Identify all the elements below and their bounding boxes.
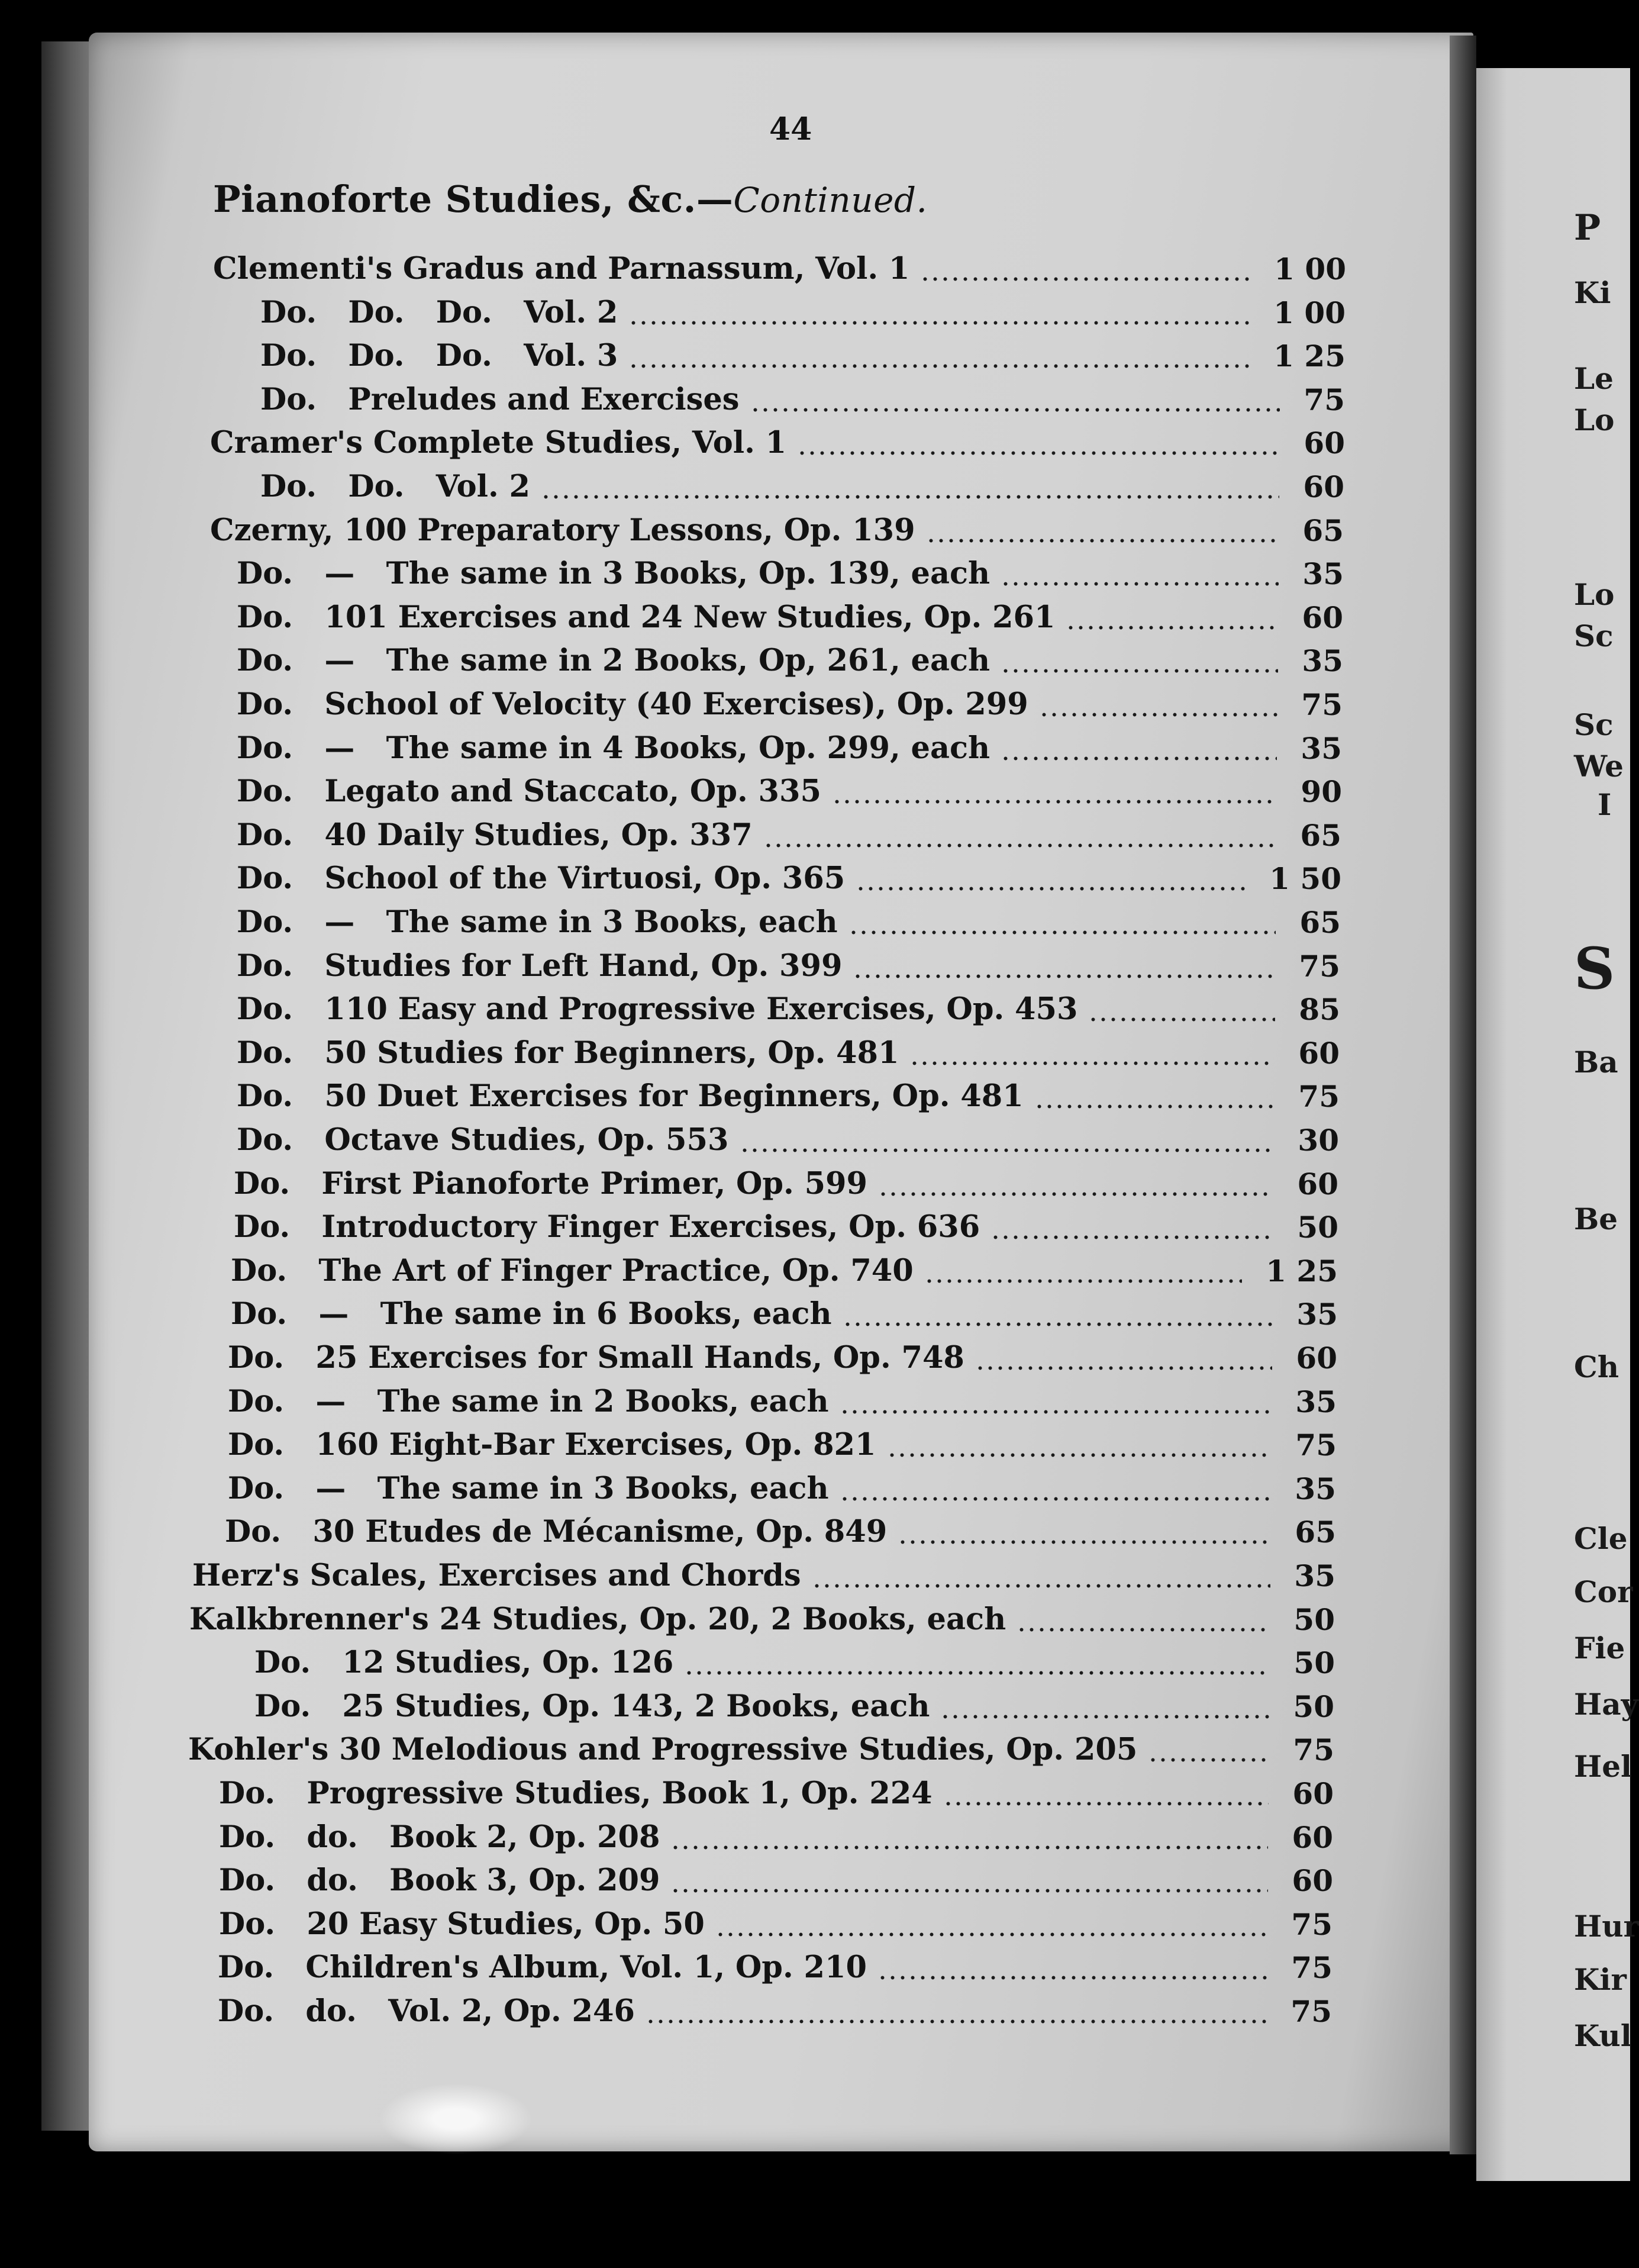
item-price: 60 — [1303, 469, 1344, 504]
facing-page-fragment: Lo — [1574, 402, 1615, 437]
item-price: 35 — [1295, 1471, 1336, 1506]
facing-page-fragment: Ch — [1574, 1349, 1619, 1384]
item-price: 75 — [1295, 1428, 1337, 1462]
catalog-row — [0, 1293, 1420, 1336]
dot-leader — [684, 1670, 1270, 1676]
item-price: 75 — [1291, 1907, 1333, 1942]
catalog-row — [0, 1423, 1420, 1467]
catalog-row — [0, 334, 1420, 378]
item-price: 1 25 — [1266, 1254, 1338, 1288]
facing-page-fragment: Hay — [1574, 1687, 1638, 1722]
item-price: 75 — [1291, 1950, 1333, 1985]
item-price: 35 — [1294, 1558, 1335, 1593]
catalog-row — [0, 639, 1420, 682]
item-title: Do. — The same in 4 Books, Op. 299, each — [237, 730, 991, 766]
dot-leader — [1001, 756, 1277, 761]
catalog-row — [0, 291, 1420, 334]
catalog-row — [0, 1641, 1420, 1684]
item-price: 1 25 — [1273, 339, 1346, 373]
facing-page-fragment: P — [1574, 207, 1601, 249]
item-price: 35 — [1302, 556, 1344, 591]
item-title: Do. 12 Studies, Op. 126 — [254, 1645, 674, 1680]
item-title: Do. 40 Daily Studies, Op. 337 — [237, 817, 753, 853]
running-head-title: Pianoforte Studies, &c.— — [213, 178, 734, 221]
catalog-row — [0, 1772, 1420, 1815]
dot-leader — [843, 1322, 1273, 1327]
item-price: 30 — [1298, 1123, 1339, 1158]
running-head — [213, 178, 927, 221]
item-price: 85 — [1299, 992, 1340, 1027]
catalog-row — [0, 1336, 1420, 1380]
item-price: 75 — [1290, 1994, 1332, 2029]
dot-leader — [670, 1845, 1268, 1850]
catalog-row — [0, 247, 1420, 291]
item-title: Clementi's Gradus and Parnassum, Vol. 1 — [213, 251, 910, 286]
dot-leader — [832, 799, 1277, 804]
facing-page-fragment: Hel — [1574, 1749, 1632, 1784]
item-price: 75 — [1298, 1079, 1340, 1114]
dot-leader — [840, 1409, 1272, 1415]
item-price: 65 — [1299, 905, 1341, 940]
paper-stain — [379, 2083, 533, 2154]
item-price: 65 — [1302, 513, 1344, 548]
catalog-row — [0, 727, 1420, 770]
dot-leader — [1001, 581, 1279, 587]
item-title: Do. Introductory Finger Exercises, Op. 636 — [234, 1209, 980, 1245]
item-title: Do. do. Book 3, Op. 209 — [219, 1863, 660, 1898]
item-price: 65 — [1295, 1515, 1336, 1549]
catalog-row — [0, 1728, 1420, 1771]
item-title: Do. Progressive Studies, Book 1, Op. 224 — [219, 1776, 933, 1811]
catalog-row — [0, 1903, 1420, 1946]
facing-page-fragment: Sc — [1574, 707, 1614, 742]
catalog-row — [0, 1685, 1420, 1728]
item-title: Do. The Art of Finger Practice, Op. 740 — [231, 1253, 914, 1288]
item-title: Do. School of the Virtuosi, Op. 365 — [237, 861, 846, 896]
item-title: Do. Do. Vol. 2 — [260, 469, 531, 504]
catalog-row — [0, 1598, 1420, 1641]
item-title: Do. — The same in 2 Books, each — [228, 1384, 829, 1419]
catalog-row — [0, 465, 1420, 508]
catalog-row — [0, 1859, 1420, 1902]
dot-leader — [878, 1191, 1273, 1197]
item-title: Do. 20 Easy Studies, Op. 50 — [219, 1906, 705, 1942]
dot-leader — [1034, 1104, 1275, 1109]
item-title: Do. 160 Eight-Bar Exercises, Op. 821 — [228, 1427, 876, 1462]
item-price: 60 — [1297, 1167, 1338, 1201]
item-title: Do. Legato and Staccato, Op. 335 — [237, 774, 821, 809]
catalog-row — [0, 1510, 1420, 1554]
dot-leader — [812, 1583, 1270, 1589]
catalog-row — [0, 901, 1420, 944]
catalog-row — [0, 509, 1420, 552]
dot-leader — [926, 538, 1279, 543]
item-title: Do. 101 Exercises and 24 New Studies, Op. 261 — [237, 600, 1056, 635]
item-title: Do. 25 Studies, Op. 143, 2 Books, each — [254, 1689, 930, 1724]
item-price: 75 — [1304, 382, 1345, 417]
item-title: Czerny, 100 Preparatory Lessons, Op. 139 — [210, 513, 915, 548]
catalog-row — [0, 1467, 1420, 1510]
item-price: 60 — [1298, 1036, 1340, 1071]
item-title: Do. — The same in 3 Books, each — [228, 1471, 829, 1506]
item-price: 35 — [1301, 731, 1342, 766]
catalog-row — [0, 1946, 1420, 1989]
dot-leader — [740, 1148, 1274, 1153]
facing-page-fragment: Cle — [1574, 1521, 1628, 1556]
page-gutter — [1450, 36, 1476, 2154]
item-title: Do. do. Book 2, Op. 208 — [219, 1819, 660, 1855]
catalog-row — [0, 378, 1420, 421]
facing-page-fragment: Sc — [1574, 618, 1614, 653]
catalog-row — [0, 988, 1420, 1031]
facing-page-fragment: Ki — [1574, 275, 1611, 310]
item-title: Do. Do. Do. Vol. 2 — [260, 295, 618, 330]
dot-leader — [1001, 668, 1278, 674]
catalog-row — [0, 857, 1420, 900]
facing-page-fragment: Fie — [1574, 1631, 1625, 1665]
dot-leader — [797, 450, 1280, 456]
dot-leader — [877, 1975, 1267, 1980]
facing-page-fragment: Ba — [1574, 1045, 1618, 1080]
facing-page-fragment: S — [1574, 935, 1615, 1002]
dot-leader — [943, 1801, 1269, 1806]
facing-page-fragment: I — [1598, 787, 1612, 822]
catalog-row — [0, 770, 1420, 813]
catalog-row — [0, 814, 1420, 857]
item-title: Do. Octave Studies, Op. 553 — [237, 1122, 729, 1158]
dot-leader — [853, 974, 1275, 979]
dot-leader — [940, 1714, 1269, 1719]
catalog-row — [0, 1162, 1420, 1206]
catalog-row — [0, 1816, 1420, 1859]
item-title: Do. do. Vol. 2, Op. 246 — [218, 1993, 635, 2029]
catalog-row — [0, 1380, 1420, 1423]
item-title: Do. Preludes and Exercises — [260, 382, 740, 417]
item-title: Do. — The same in 2 Books, Op, 261, each — [237, 643, 991, 678]
item-price: 50 — [1297, 1210, 1338, 1245]
dot-leader — [750, 407, 1280, 413]
item-title: Do. 30 Etudes de Mécanisme, Op. 849 — [225, 1514, 888, 1549]
catalog-row — [0, 421, 1420, 465]
item-title: Do. — The same in 3 Books, each — [237, 904, 838, 940]
item-price: 60 — [1304, 426, 1345, 460]
item-price: 35 — [1296, 1297, 1338, 1332]
item-price: 60 — [1302, 600, 1343, 635]
catalog-row — [0, 683, 1420, 726]
item-price: 65 — [1300, 818, 1341, 853]
item-price: 50 — [1293, 1645, 1335, 1680]
page-number: 44 — [769, 111, 812, 147]
dot-leader — [763, 843, 1276, 848]
dot-leader — [887, 1452, 1272, 1458]
dot-leader — [715, 1932, 1267, 1937]
item-price: 75 — [1293, 1732, 1334, 1767]
item-price: 1 00 — [1273, 295, 1346, 330]
dot-leader — [924, 1278, 1242, 1284]
catalog-row — [0, 1990, 1420, 2033]
catalog-row — [0, 1249, 1420, 1293]
dot-leader — [541, 494, 1279, 500]
item-title: Herz's Scales, Exercises and Chords — [192, 1558, 801, 1593]
item-price: 60 — [1292, 1863, 1333, 1898]
catalog-row — [0, 1554, 1420, 1597]
item-title: Do. Do. Do. Vol. 3 — [260, 338, 618, 373]
facing-page-fragment: Lo — [1574, 577, 1615, 612]
catalog-row — [0, 1075, 1420, 1118]
item-price: 35 — [1295, 1384, 1337, 1419]
item-title: Do. Studies for Left Hand, Op. 399 — [237, 948, 843, 984]
facing-page-fragment: Le — [1574, 361, 1614, 396]
item-title: Do. 50 Duet Exercises for Beginners, Op. 481 — [237, 1078, 1024, 1114]
dot-leader — [898, 1539, 1271, 1545]
item-title: Kalkbrenner's 24 Studies, Op. 20, 2 Books, each — [189, 1602, 1006, 1637]
item-title: Cramer's Complete Studies, Vol. 1 — [210, 425, 787, 460]
dot-leader — [628, 320, 1250, 326]
item-price: 60 — [1292, 1820, 1333, 1855]
dot-leader — [646, 2019, 1267, 2024]
catalog-row — [0, 1032, 1420, 1075]
dot-leader — [628, 363, 1250, 369]
dot-leader — [1017, 1627, 1270, 1632]
facing-page-fragment: Cor — [1574, 1574, 1633, 1609]
item-price: 60 — [1296, 1341, 1337, 1375]
dot-leader — [909, 1061, 1275, 1066]
dot-leader — [975, 1365, 1272, 1371]
item-title: Do. 25 Exercises for Small Hands, Op. 748 — [228, 1340, 964, 1375]
item-title: Do. 110 Easy and Progressive Exercises, Op. 453 — [237, 991, 1078, 1027]
facing-page-fragment: We — [1574, 749, 1624, 784]
catalog-row — [0, 1206, 1420, 1249]
dot-leader — [1148, 1757, 1269, 1763]
dot-leader — [670, 1888, 1268, 1893]
item-price: 1 00 — [1274, 252, 1346, 286]
dot-leader — [856, 886, 1246, 891]
facing-page-fragment: Be — [1574, 1201, 1618, 1236]
item-price: 50 — [1293, 1602, 1335, 1637]
dot-leader — [1039, 712, 1277, 717]
catalog-row — [0, 552, 1420, 595]
item-title: Do. Children's Album, Vol. 1, Op. 210 — [218, 1950, 867, 1985]
dot-leader — [1066, 625, 1278, 630]
dot-leader — [991, 1235, 1273, 1240]
item-title: Do. — The same in 3 Books, Op. 139, each — [237, 556, 991, 591]
facing-page-fragment: Kir — [1574, 1962, 1627, 1997]
catalog-row — [0, 596, 1420, 639]
item-price: 75 — [1301, 687, 1343, 722]
facing-page-fragment: Kul — [1574, 2018, 1632, 2053]
item-price: 35 — [1302, 643, 1343, 678]
dot-leader — [1088, 1017, 1275, 1022]
dot-leader — [840, 1496, 1271, 1502]
item-price: 60 — [1292, 1776, 1334, 1811]
item-price: 1 50 — [1269, 861, 1341, 896]
dot-leader — [848, 930, 1276, 935]
item-title: Do. First Pianoforte Primer, Op. 599 — [234, 1166, 868, 1201]
dot-leader — [920, 276, 1250, 282]
item-title: Do. 50 Studies for Beginners, Op. 481 — [237, 1035, 899, 1071]
item-price: 50 — [1293, 1689, 1334, 1724]
item-price: 75 — [1299, 949, 1340, 984]
catalog-row — [0, 1119, 1420, 1162]
facing-page-fragment: Hur — [1574, 1909, 1639, 1944]
catalog-row — [0, 945, 1420, 988]
item-title: Kohler's 30 Melodious and Progressive Studies, Op. 205 — [188, 1732, 1138, 1767]
item-title: Do. — The same in 6 Books, each — [231, 1296, 832, 1332]
running-head-continued: Continued. — [733, 180, 928, 220]
item-title: Do. School of Velocity (40 Exercises), Op. 299 — [237, 687, 1028, 722]
item-price: 90 — [1301, 774, 1342, 809]
